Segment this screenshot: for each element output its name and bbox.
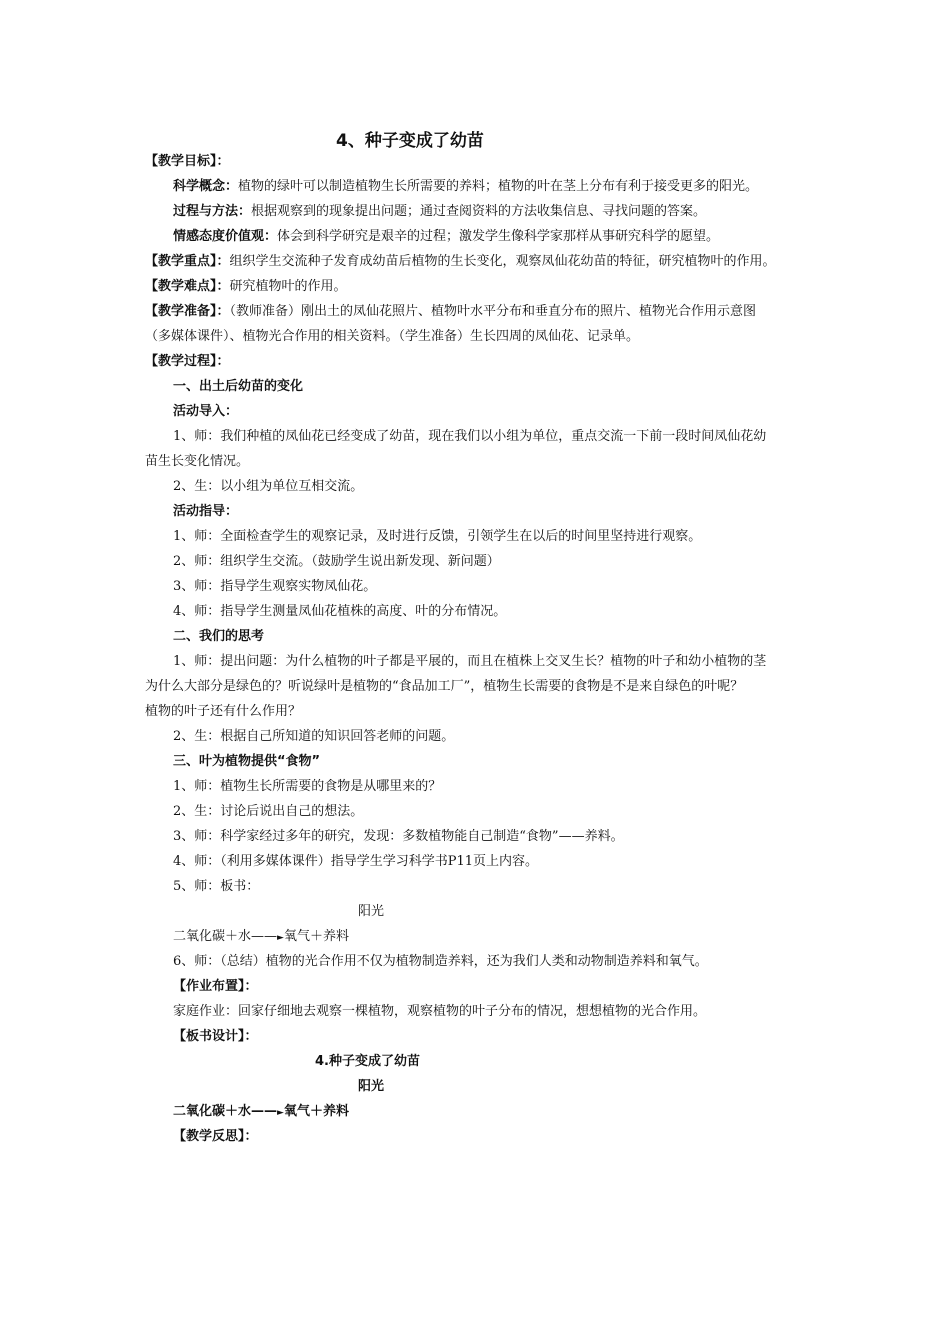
goal-concept <box>173 178 758 196</box>
prep-line-2: （多媒体课件）、植物光合作用的相关资料。（学生准备）生长四周的凤仙花、记录单。 <box>145 329 640 344</box>
goal-concept-label: 科学概念： <box>173 179 239 194</box>
key-point-text: 组织学生交流种子发育成幼苗后植物的生长变化，观察凤仙花幼苗的特征，研究植物叶的作用。 <box>229 254 776 269</box>
section3-item: 1、师：植物生长所需要的食物是从哪里来的？ <box>173 779 442 794</box>
section2-title: 二、我们的思考 <box>173 629 265 644</box>
process-heading: 【教学过程】： <box>145 354 230 369</box>
board-title: 4.种子变成了幼苗 <box>315 1054 420 1069</box>
section1-intro-label: 活动导入： <box>173 404 239 419</box>
section3-summary: 6、师：（总结）植物的光合作用不仅为植物制造养料，还为我们人类和动物制造养料和氧气。 <box>173 954 708 969</box>
goal-process-label: 过程与方法： <box>173 204 252 219</box>
goal-process <box>173 203 706 221</box>
section3-title: 三、叶为植物提供“食物” <box>173 754 321 769</box>
section3-item: 3、师：科学家经过多年的研究，发现：多数植物能自己制造“食物”——养料。 <box>173 829 624 844</box>
goal-emotion-text: 体会到科学研究是艰辛的过程；激发学生像科学家那样从事研究科学的愿望。 <box>277 229 720 244</box>
formula-reactants: 二氧化碳＋水—— <box>173 929 278 944</box>
homework-label: 【作业布置】： <box>173 979 258 994</box>
section2-item: 植物的叶子还有什么作用？ <box>145 704 302 719</box>
section3-item: 4、师：（利用多媒体课件）指导学生学习科学书P11页上内容。 <box>173 854 539 869</box>
difficulty-label: 【教学难点】： <box>145 279 230 294</box>
section1-intro-item: 苗生长变化情况。 <box>145 454 250 469</box>
section2-item: 2、生：根据自己所知道的知识回答老师的问题。 <box>173 729 455 744</box>
section2-item: 1、师：提出问题：为什么植物的叶子都是平展的，而且在植株上交叉生长？植物的叶子和幼小植物的茎 <box>173 654 767 669</box>
goal-process-text: 根据观察到的现象提出问题；通过查阅资料的方法收集信息、寻找问题的答案。 <box>251 204 707 219</box>
document-title: 4、种子变成了幼苗 <box>336 131 484 151</box>
board-formula <box>173 1103 349 1122</box>
goals-heading: 【教学目标】： <box>145 154 230 169</box>
section1-guide-label: 活动指导： <box>173 504 239 519</box>
goal-emotion-label: 情感态度价值观： <box>173 229 278 244</box>
section1-guide-item: 2、师：组织学生交流。（鼓励学生说出新发现、新问题） <box>173 554 500 569</box>
board-reactants: 二氧化碳＋水—— <box>173 1104 278 1119</box>
section2-item: 为什么大部分是绿色的？听说绿叶是植物的“食品加工厂”，植物生长需要的食物是不是来自绿色的叶呢？ <box>145 679 744 694</box>
arrow-head-icon: ► <box>277 933 284 943</box>
formula-condition: 阳光 <box>358 904 385 919</box>
difficulty-text: 研究植物叶的作用。 <box>229 279 347 294</box>
prep-label: 【教学准备】： <box>145 304 230 319</box>
photosynthesis-formula <box>173 928 349 947</box>
section1-intro-item: 2、生：以小组为单位互相交流。 <box>173 479 364 494</box>
section1-intro-item: 1、师：我们种植的凤仙花已经变成了幼苗，现在我们以小组为单位，重点交流一下前一段时间凤仙花幼 <box>173 429 767 444</box>
section1-title: 一、出土后幼苗的变化 <box>173 379 304 394</box>
section3-item: 5、师：板书： <box>173 879 260 894</box>
key-point-label: 【教学重点】： <box>145 254 230 269</box>
board-condition: 阳光 <box>358 1079 385 1094</box>
board-products: 氧气＋养料 <box>283 1104 349 1119</box>
formula-products: 氧气＋养料 <box>283 929 349 944</box>
section1-guide-item: 4、师：指导学生测量凤仙花植株的高度、叶的分布情况。 <box>173 604 507 619</box>
reflection-label: 【教学反思】： <box>173 1129 258 1144</box>
difficulty-point <box>145 278 347 296</box>
goal-emotion <box>173 228 719 246</box>
goal-concept-text: 植物的绿叶可以制造植物生长所需要的养料；植物的叶在茎上分布有利于接受更多的阳光。 <box>238 179 759 194</box>
board-label: 【板书设计】： <box>173 1029 258 1044</box>
section3-item: 2、生：讨论后说出自己的想法。 <box>173 804 364 819</box>
section1-guide-item: 1、师：全面检查学生的观察记录，及时进行反馈，引领学生在以后的时间里坚持进行观察。 <box>173 529 702 544</box>
prep-line-1 <box>145 303 756 321</box>
key-point <box>145 253 776 271</box>
arrow-head-icon: ► <box>277 1108 284 1118</box>
section1-guide-item: 3、师：指导学生观察实物凤仙花。 <box>173 579 377 594</box>
prep-text-1: （教师准备）刚出土的凤仙花照片、植物叶水平分布和垂直分布的照片、植物光合作用示意图 <box>229 304 757 319</box>
homework-text: 家庭作业：回家仔细地去观察一棵植物，观察植物的叶子分布的情况，想想植物的光合作用。 <box>173 1004 707 1019</box>
